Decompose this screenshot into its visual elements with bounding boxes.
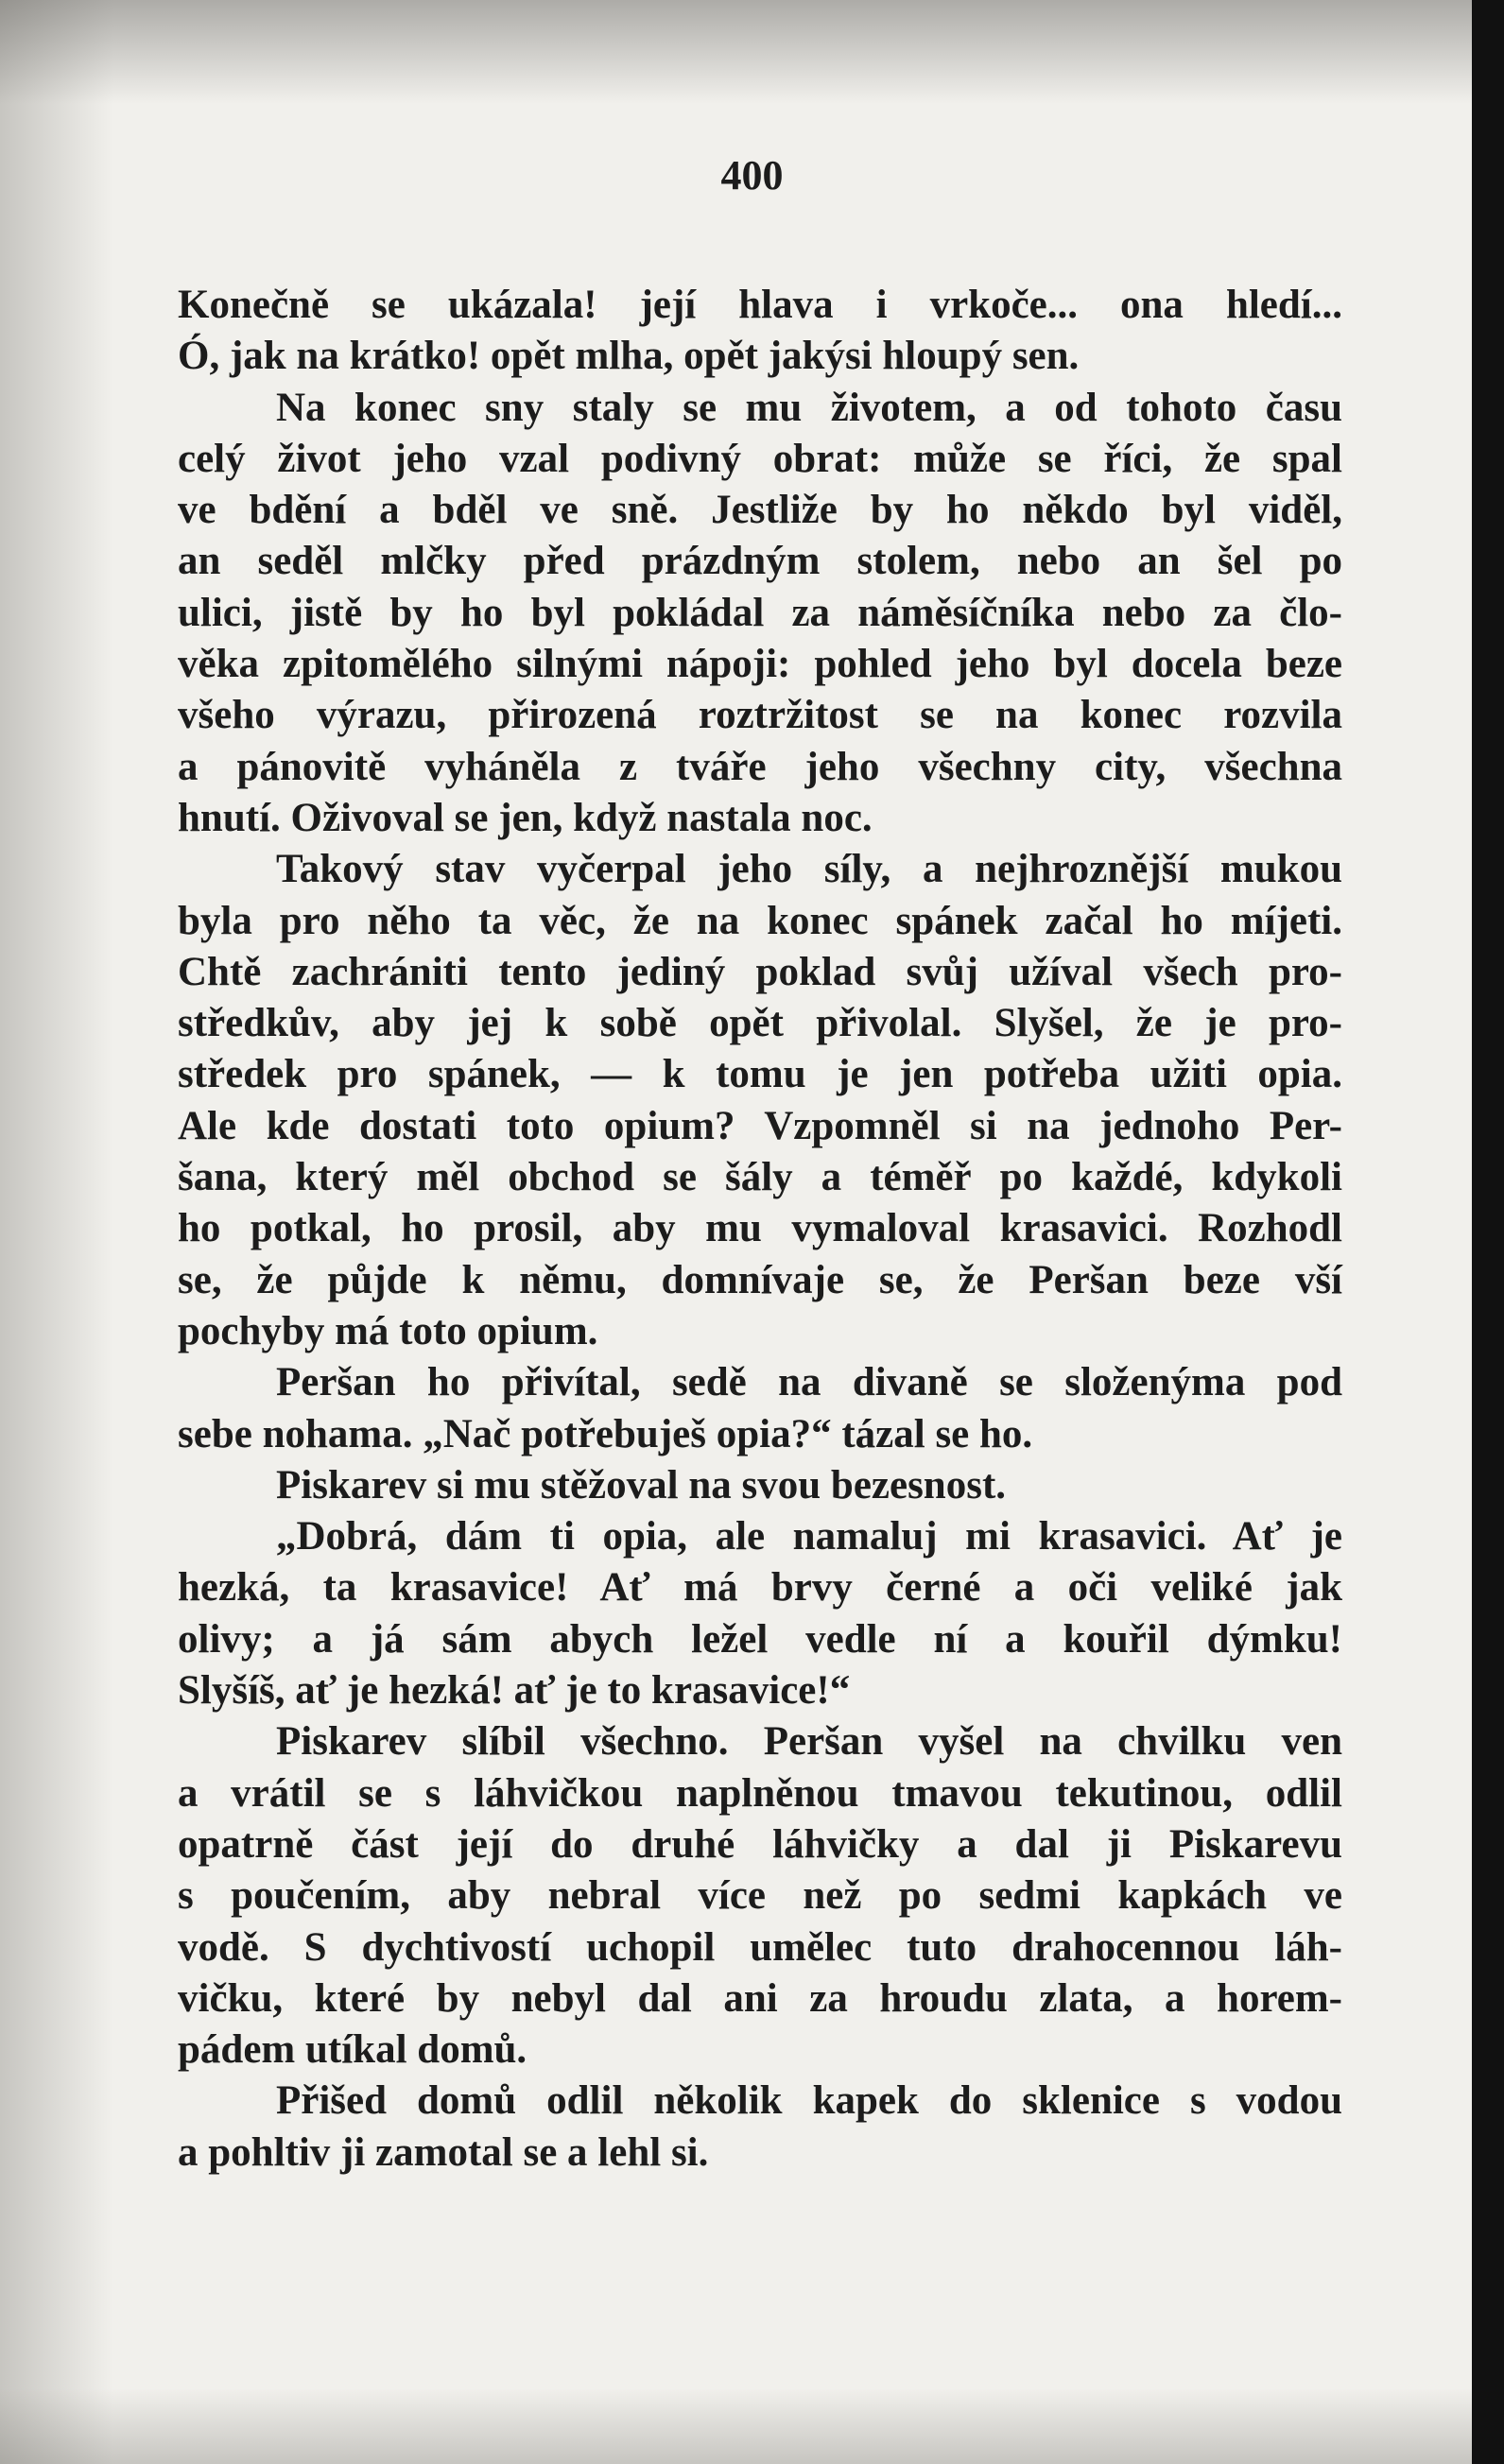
text-line: olivy; a já sám abych ležel vedle ní a kouřil dýmku! xyxy=(178,1616,1342,1662)
text-line: Slyšíš, ať je hezká! ať je to krasavice!“ xyxy=(178,1668,851,1714)
text-line: byla pro něho ta věc, že na konec spánek začal ho míjeti. xyxy=(178,898,1342,943)
text-line: pochyby má toto opium. xyxy=(178,1308,598,1353)
text-line: Chtě zachrániti tento jediný poklad svůj užíval všech pro- xyxy=(178,949,1342,994)
body-text xyxy=(178,280,1342,2179)
text-line: Ale kde dostati toto opium? Vzpomněl si na jednoho Per- xyxy=(178,1103,1342,1148)
text-line: hnutí. Oživoval se jen, když nastala noc. xyxy=(178,795,873,840)
text-line: s poučením, aby nebral více než po sedmi kapkách ve xyxy=(178,1873,1342,1919)
page-edge-dark-right xyxy=(1472,0,1504,2464)
text-line: Na konec sny staly se mu životem, a od tohoto času xyxy=(276,385,1342,430)
text-line: „Dobrá, dám ti opia, ale namaluj mi krasavici. Ať je xyxy=(276,1514,1342,1559)
text-line: Přišed domů odlil několik kapek do sklenice s vodou xyxy=(276,2078,1342,2124)
text-line: Peršan ho přivítal, sedě na divaně se složenýma pod xyxy=(276,1360,1342,1405)
text-line: se, že půjde k němu, domnívaje se, že Peršan beze vší xyxy=(178,1257,1342,1302)
text-line: všeho výrazu, přirozená roztržitost se na konec rozvila xyxy=(178,693,1342,738)
text-line: středkův, aby jej k sobě opět přivolal. Slyšel, že je pro- xyxy=(178,1001,1342,1046)
text-line: Konečně se ukázala! její hlava i vrkoče... ona hledí... xyxy=(178,283,1342,327)
text-line: věka zpitomělého silnými nápoji: pohled jeho byl docela beze xyxy=(178,642,1342,687)
text-line: ve bdění a bděl ve sně. Jestliže by ho někdo byl viděl, xyxy=(178,488,1342,533)
text-line: opatrně část její do druhé láhvičky a dal ji Piskarevu xyxy=(178,1821,1342,1867)
page-edge-shadow-left xyxy=(0,0,113,2464)
text-line: Piskarev si mu stěžoval na svou bezesnost. xyxy=(276,1462,1007,1508)
text-line: Ó, jak na krátko! opět mlha, opět jakýsi hloupý sen. xyxy=(178,334,1080,379)
text-line: vičku, které by nebyl dal ani za hroudu zlata, a horem- xyxy=(178,1975,1342,2021)
text-line: šana, který měl obchod se šály a téměř po každé, kdykoli xyxy=(178,1155,1342,1200)
text-line: ulici, jistě by ho byl pokládal za náměsíčníka nebo za člo- xyxy=(178,590,1342,635)
text-line: hezká, ta krasavice! Ať má brvy černé a oči veliké jak xyxy=(178,1565,1342,1611)
text-line: a pánovitě vyháněla z tváře jeho všechny city, všechna xyxy=(178,744,1342,789)
page-edge-shadow-top xyxy=(0,0,1504,104)
text-line: a pohltiv ji zamotal se a lehl si. xyxy=(178,2129,709,2175)
text-line: Piskarev slíbil všechno. Peršan vyšel na chvilku ven xyxy=(276,1719,1342,1765)
text-line: an seděl mlčky před prázdným stolem, nebo an šel po xyxy=(178,539,1342,584)
text-line: středek pro spánek, — k tomu je jen potřeba užiti opia. xyxy=(178,1052,1342,1097)
text-line: vodě. S dychtivostí uchopil umělec tuto drahocennou láh- xyxy=(178,1924,1342,1970)
text-line: ho potkal, ho prosil, aby mu vymaloval krasavici. Rozhodl xyxy=(178,1206,1342,1251)
text-line: celý život jeho vzal podivný obrat: může se říci, že spal xyxy=(178,436,1342,481)
text-line: pádem utíkal domů. xyxy=(178,2027,527,2073)
text-line: Takový stav vyčerpal jeho síly, a nejhroznější mukou xyxy=(276,847,1342,892)
text-line: a vrátil se s láhvičkou naplněnou tmavou tekutinou, odlil xyxy=(178,1770,1342,1816)
page-edge-shadow-bottom xyxy=(0,2388,1504,2464)
page-number: 400 xyxy=(720,152,784,198)
text-line: sebe nohama. „Nač potřebuješ opia?“ tázal se ho. xyxy=(178,1411,1033,1456)
